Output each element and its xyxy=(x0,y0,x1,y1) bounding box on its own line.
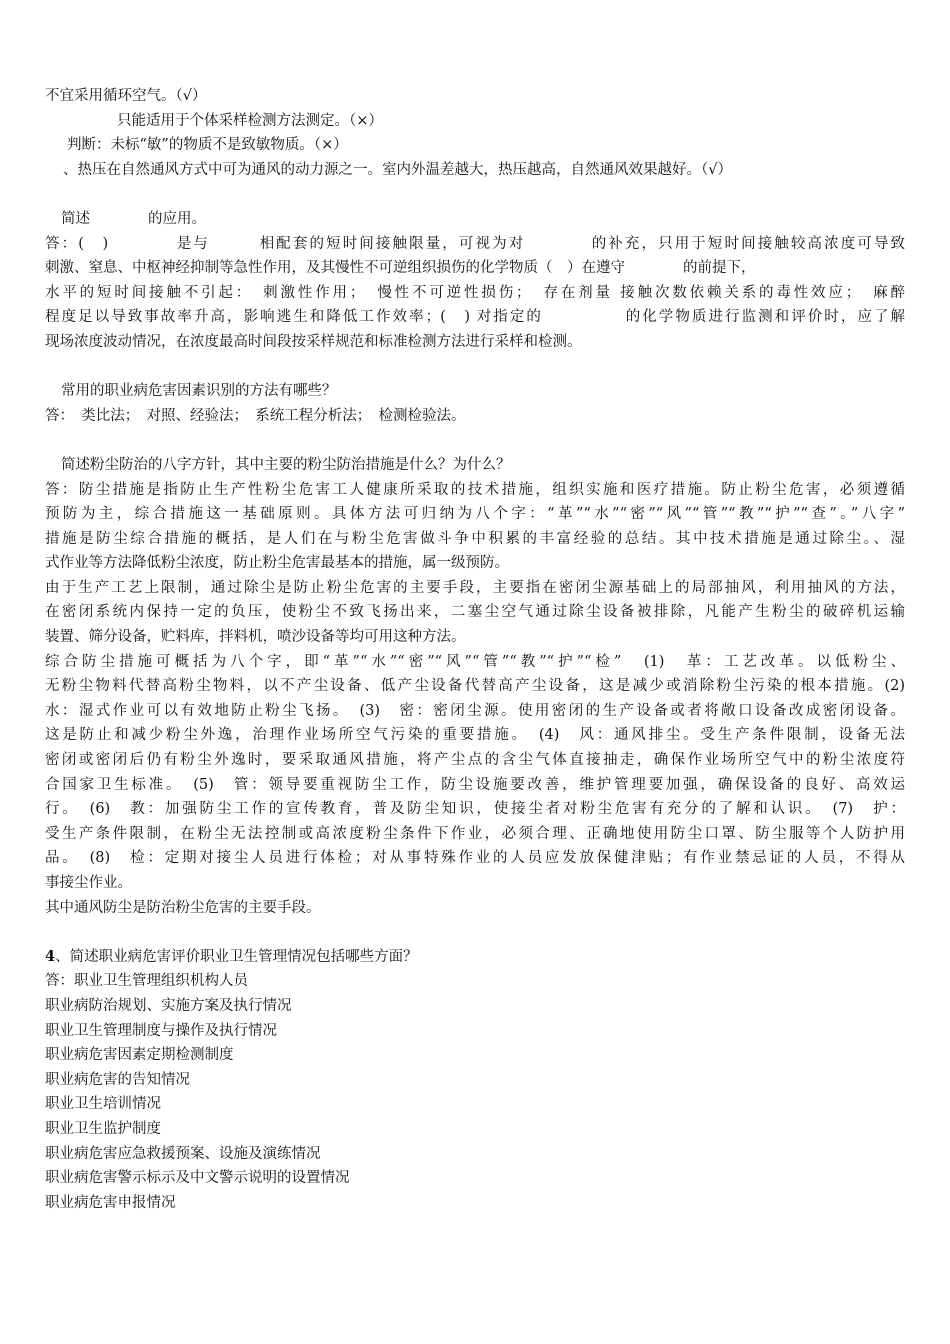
q4-line-2: 职业病防治规划、实施方案及执行情况 xyxy=(45,997,292,1014)
q4-title-text: 、简述职业病危害评价职业卫生管理情况包括哪些方面？ xyxy=(55,948,418,965)
q3-line-12: 密闭或密闭后仍有粉尘外逸时，要采取通风措施，将产尘点的含尘气体直接抽走，确保作业场所空气中的粉尘浓度符 xyxy=(45,752,905,769)
q4-line-1: 答：职业卫生管理组织机构人员 xyxy=(45,973,248,990)
q1-title-text: 简述 的应用。 xyxy=(61,210,206,227)
q4-line-3: 职业卫生管理制度与操作及执行情况 xyxy=(45,1022,277,1039)
q3-line-3: 措施是防尘综合措施的概括，是人们在与粉尘危害做斗争中积累的丰富经验的总结。其中技术措施是通过除尘。、湿 xyxy=(45,530,905,547)
q4-title xyxy=(45,945,905,970)
q4-line-6: 职业卫生培训情况 xyxy=(45,1096,161,1113)
q4-line-5: 职业病危害的告知情况 xyxy=(45,1071,190,1088)
intro-line-2 xyxy=(45,109,905,134)
q4-line-4: 职业病危害因素定期检测制度 xyxy=(45,1047,234,1064)
q4-line-10: 职业病危害申报情况 xyxy=(45,1194,176,1211)
intro-line-3-text: 判断：未标“敏”的物质不是致敏物质。（×） xyxy=(67,137,348,154)
q4-line-8: 职业病危害应急救援预案、设施及演练情况 xyxy=(45,1145,321,1162)
intro-line-2-text: 只能适用于个体采样检测方法测定。（×） xyxy=(117,112,383,129)
q3-line-11: 这是防止和减少粉尘外逸，治理作业场所空气污染的重要措施。 (4) 风：通风排尘。受生产条件限制，设备无法 xyxy=(45,727,905,744)
q3-line-17: 事接尘作业。 xyxy=(45,875,132,891)
intro-line-4-text: 、热压在自然通风方式中可为通风的动力源之一。室内外温差越大，热压越高，自然通风效果越好。（√） xyxy=(63,161,732,178)
document-page xyxy=(45,84,905,1215)
q3-line-14: 行。 (6) 教：加强防尘工作的宣传教育，普及防尘知识，使接尘者对粉尘危害有充分的了解和认识。 (7) 护： xyxy=(45,801,905,818)
q2-title-text: 常用的职业病危害因素识别的方法有哪些？ xyxy=(61,383,337,400)
intro-line-3 xyxy=(45,133,905,158)
q4-line-9: 职业病危害警示标示及中文警示说明的设置情况 xyxy=(45,1170,350,1187)
q1-line-4: 程度足以导致事故率升高，影响逃生和降低工作效率；( ) 对指定的 的化学物质进行监测和评价时，应了解 xyxy=(45,309,905,326)
q3-line-18: 其中通风防尘是防治粉尘危害的主要手段。 xyxy=(45,899,321,916)
q1-line-3: 水平的短时间接触不引起： 刺激性作用； 慢性不可逆性损伤； 存在剂量 接触次数依赖关系的毒性效应； 麻醉 xyxy=(45,284,905,301)
intro-line-4 xyxy=(45,158,905,183)
q4-number: 4 xyxy=(45,947,56,965)
q3-title xyxy=(45,453,905,478)
q1-title xyxy=(45,207,905,232)
q3-line-7: 装置、筛分设备，贮料库，拌料机，喷沙设备等均可用这种方法。 xyxy=(45,629,466,646)
q3-line-4: 式作业等方法降低粉尘浓度，防止粉尘危害最基本的措施，属一级预防。 xyxy=(45,555,509,572)
q3-line-16: 品。 (8) 检：定期对接尘人员进行体检；对从事特殊作业的人员应发放保健津贴；有作业禁忌证的人员，不得从 xyxy=(45,850,905,867)
q3-line-1: 答：防尘措施是指防止生产性粉尘危害工人健康所采取的技术措施，组织实施和医疗措施。防止粉尘危害，必须遵循 xyxy=(45,481,905,498)
q2-answer: 答： 类比法； 对照、经验法； 系统工程分析法； 检测检验法。 xyxy=(45,407,466,424)
q3-line-5: 由于生产工艺上限制，通过除尘是防止粉尘危害的主要手段，主要指在密闭尘源基础上的局部抽风，利用抽风的方法， xyxy=(45,579,905,596)
q3-line-13: 合国家卫生标准。 (5) 管：领导要重视防尘工作，防尘设施要改善，维护管理要加强，确保设备的良好、高效运 xyxy=(45,776,905,793)
q1-line-1: 答：( ) 是与 相配套的短时间接触限量，可视为对 的补充，只用于短时间接触较高浓度可导致 xyxy=(45,235,905,252)
q3-title-text: 简述粉尘防治的八字方针，其中主要的粉尘防治措施是什么？为什么？ xyxy=(61,456,511,473)
q3-line-6: 在密闭系统内保持一定的负压，使粉尘不致飞扬出来，二塞尘空气通过除尘设备被排除，凡能产生粉尘的破碎机运输 xyxy=(45,604,905,621)
q3-line-8: 综合防尘措施可概括为八个字，即“革”“水”“密”“风”“管”“教”“护”“检” (1) 革：工艺改革。以低粉尘、 xyxy=(45,653,905,670)
q3-line-2: 预防为主，综合措施这一基础原则。具体方法可归纳为八个字：“革”“水”“密”“风”“管”“教”“护”“查”。”八字” xyxy=(45,506,905,523)
q1-line-2: 刺激、窒息、中枢神经抑制等急性作用，及其慢性不可逆组织损伤的化学物质（ ）在遵守 的前提下， xyxy=(45,260,756,277)
q2-title xyxy=(45,379,905,404)
q3-line-9: 无粉尘物料代替高粉尘物料，以不产尘设备、低产尘设备代替高产尘设备，这是减少或消除粉尘污染的根本措施。(2) xyxy=(45,678,905,695)
q3-line-10: 水：湿式作业可以有效地防止粉尘飞扬。 (3) 密：密闭尘源。使用密闭的生产设备或者将敞口设备改成密闭设备。 xyxy=(45,702,905,719)
q1-line-5: 现场浓度波动情况，在浓度最高时间段按采样规范和标准检测方法进行采样和检测。 xyxy=(45,333,582,350)
q3-line-15: 受生产条件限制，在粉尘无法控制或高浓度粉尘条件下作业，必须合理、正确地使用防尘口罩、防尘服等个人防护用 xyxy=(45,825,905,842)
intro-line-1: 不宜采用循环空气。（√） xyxy=(45,88,207,104)
q4-line-7: 职业卫生监护制度 xyxy=(45,1120,161,1137)
